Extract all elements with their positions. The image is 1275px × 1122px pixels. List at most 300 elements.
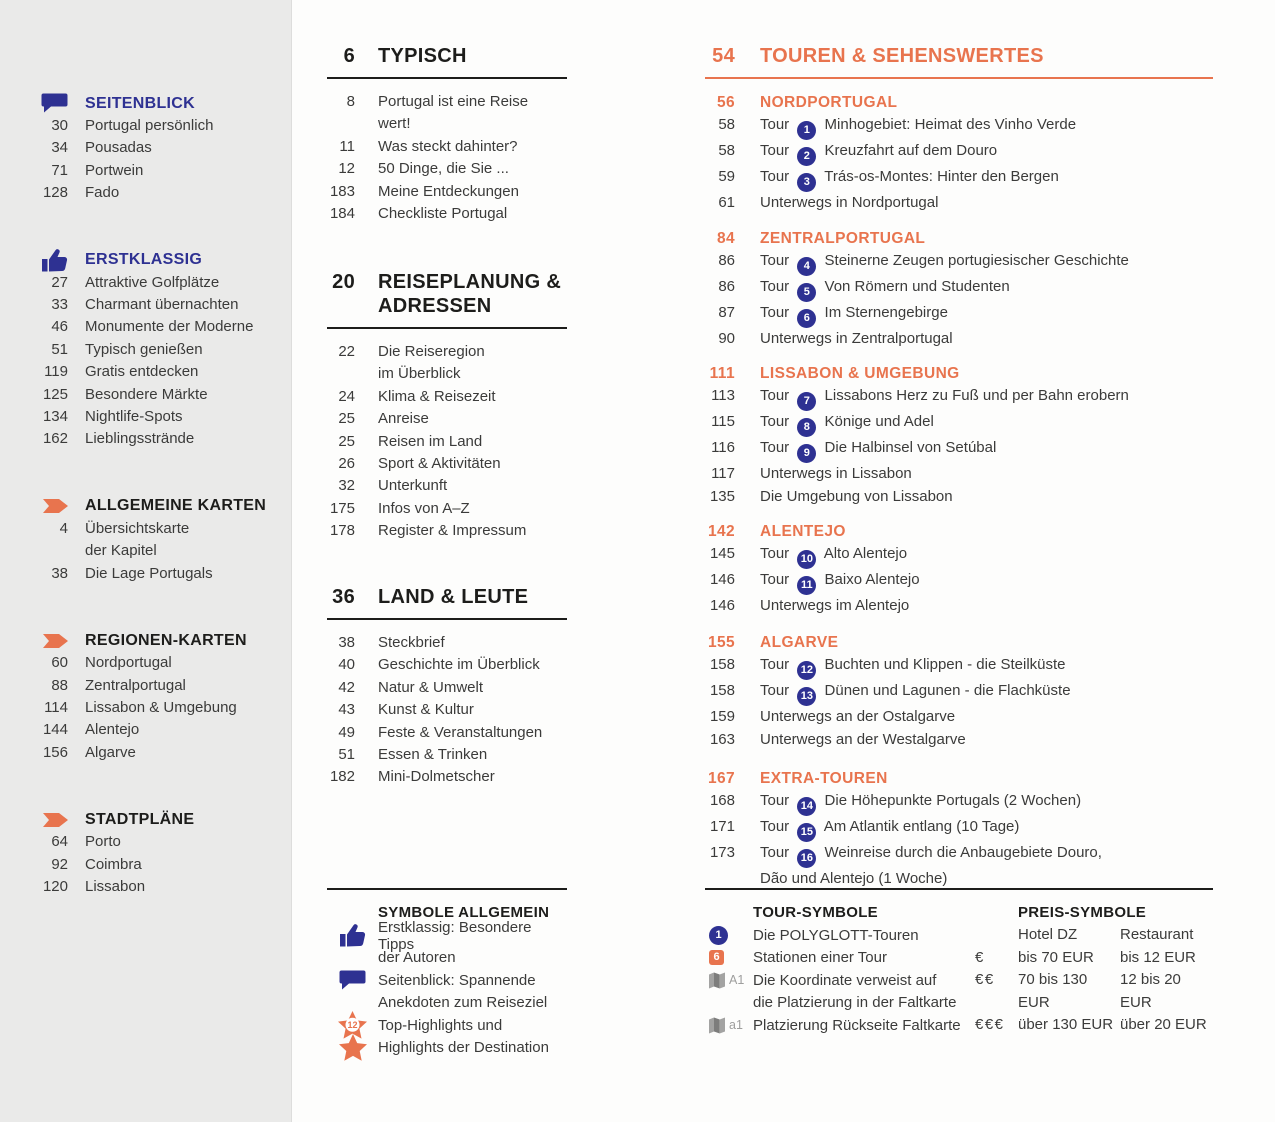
toc-entry — [327, 654, 567, 676]
page-number: 158 — [709, 656, 735, 674]
toc-entry — [327, 181, 567, 203]
tour-number-badge: 2 — [797, 147, 816, 166]
toc-entry — [0, 742, 291, 764]
entry-label: Pousadas — [85, 139, 152, 157]
toc-entry — [327, 386, 567, 408]
page-number: 22 — [338, 343, 355, 360]
toc-entry: 113 Tour 7 Lissabons Herz zu Fuß und per Bahn erobern — [705, 385, 1213, 411]
section-algarve — [705, 632, 1213, 751]
divider — [327, 618, 567, 620]
page-number: 86 — [718, 252, 735, 270]
entry-label: Klima & Reisezeit — [378, 387, 496, 405]
page-number: 58 — [718, 142, 735, 160]
page-number: 146 — [709, 597, 735, 615]
toc-entry: 58 Tour 2 Kreuzfahrt auf dem Douro — [705, 140, 1213, 166]
page-number: 120 — [42, 877, 68, 895]
page-number: 26 — [338, 455, 355, 473]
toc-entry: 116 Tour 9 Die Halbinsel von Setúbal — [705, 437, 1213, 463]
toc-entry — [705, 595, 1213, 617]
divider — [327, 327, 567, 329]
tour-number-badge: 7 — [797, 392, 816, 411]
entry-label: Algarve — [85, 743, 136, 761]
toc-entry — [0, 137, 291, 159]
toc-entry — [327, 677, 567, 699]
page-number: 33 — [51, 296, 68, 314]
toc-entry — [0, 384, 291, 406]
entry-label: Am Atlantik entlang (10 Tage) — [823, 818, 1020, 836]
sidebar-section-seitenblick — [0, 92, 291, 205]
legend-header-row — [963, 924, 1213, 946]
legend-title: PREIS-SYMBOLE — [1018, 904, 1147, 921]
toc-entry — [705, 486, 1213, 508]
chapter-title: LAND & LEUTE — [378, 586, 529, 608]
section-header — [705, 521, 1213, 543]
legend-row — [963, 969, 1213, 1014]
page-number: 171 — [709, 818, 735, 836]
section-title: ALENTEJO — [760, 523, 846, 540]
section-title: REGIONEN-KARTEN — [85, 631, 247, 649]
section-header — [705, 92, 1213, 114]
page-number: 134 — [42, 408, 68, 426]
toc-entry — [327, 475, 567, 497]
star-icon — [327, 1034, 378, 1061]
arrow-icon — [0, 633, 68, 649]
chapter-page-number: 20 — [332, 271, 355, 293]
toc-entry — [0, 272, 291, 294]
chapter-page-number: 6 — [343, 45, 355, 67]
entry-label: Porto — [85, 833, 121, 851]
chapter-reiseplanung — [327, 270, 567, 543]
station-badge: 6 — [709, 950, 724, 965]
entry-label: Die Lage Portugals — [85, 564, 213, 582]
entry-label: Essen & Trinken — [378, 746, 488, 764]
toc-entry — [0, 294, 291, 316]
chapter-title: REISEPLANUNG & ADRESSEN — [378, 271, 562, 317]
page-number: 88 — [51, 676, 68, 694]
entry-label: Die Umgebung von Lissabon — [760, 487, 953, 505]
entry-label: Unterwegs in Zentralportugal — [760, 330, 953, 348]
page-number: 128 — [42, 184, 68, 202]
legend-title: TOUR-SYMBOLE — [753, 904, 878, 921]
hotel-price: über 130 EUR — [1018, 1016, 1114, 1034]
page-number: 92 — [51, 855, 68, 873]
entry-label: Die Reiseregion — [378, 343, 485, 360]
chapter-land-leute — [327, 585, 567, 789]
page-number: 175 — [329, 499, 355, 517]
page-number: 84 — [716, 230, 735, 247]
symbols-legend — [327, 888, 567, 1059]
toc-entry: 168 Tour 14 Die Höhepunkte Portugals (2 Wochen) — [705, 790, 1213, 816]
entry-label: Steinerne Zeugen portugiesischer Geschichte — [824, 252, 1129, 270]
tour-number-badge: 15 — [797, 823, 816, 842]
restaurant-price: bis 12 EUR — [1120, 948, 1196, 966]
page-number: 125 — [42, 385, 68, 403]
toc-entry — [327, 431, 567, 453]
toc-entry — [327, 453, 567, 475]
entry-label: Geschichte im Überblick — [378, 656, 540, 674]
page-number: 173 — [709, 844, 735, 862]
page-number: 51 — [51, 340, 68, 358]
entry-label: Portwein — [85, 161, 144, 179]
sidebar-section-erstklassig — [0, 249, 291, 451]
entry-label: Könige und Adel — [824, 413, 934, 431]
page-number: 40 — [338, 656, 355, 674]
toc-entry: 58 Tour 1 Minhogebiet: Heimat des Vinho Verde — [705, 114, 1213, 140]
tour-number-badge: 8 — [797, 418, 816, 437]
toc-entry — [327, 498, 567, 520]
entry-label: Unterwegs an der Westalgarve — [760, 730, 966, 748]
section-title: SEITENBLICK — [85, 94, 195, 112]
toc-entry — [327, 203, 567, 225]
section-nordportugal — [705, 92, 1213, 215]
page-number: 182 — [329, 768, 355, 786]
tour-number-badge: 1 — [709, 926, 728, 945]
entry-label: Anreise — [378, 410, 429, 428]
page-number: 38 — [51, 564, 68, 582]
chapter-typisch — [327, 44, 567, 225]
entry-label: Lieblingsstrände — [85, 430, 195, 448]
entry-label: Alto Alentejo — [823, 545, 908, 563]
section-header — [0, 629, 291, 652]
entry-label: Portugal ist eine Reise — [378, 93, 529, 110]
page-number: 168 — [709, 792, 735, 810]
entry-label: Infos von A–Z — [378, 499, 470, 517]
page-number: 158 — [709, 682, 735, 700]
restaurant-price: 12 bis 20 EUR — [1120, 971, 1181, 1011]
entry-label: Trás-os-Montes: Hinter den Bergen — [824, 168, 1059, 186]
entry-label: Was steckt dahinter? — [378, 137, 518, 155]
page-number: 163 — [709, 730, 735, 748]
toc-entry: 158 Tour 12 Buchten und Klippen - die Steilküste — [705, 654, 1213, 680]
legend-text: Seitenblick: Spannende — [378, 971, 536, 989]
page-number: 145 — [709, 545, 735, 563]
legend-text: Highlights der Destination — [378, 1039, 549, 1057]
toc-entry — [0, 518, 291, 540]
page-number: 144 — [42, 721, 68, 739]
page-number: 27 — [51, 273, 68, 291]
section-title: ALGARVE — [760, 634, 839, 651]
tour-number-badge: 3 — [797, 173, 816, 192]
toc-entry — [705, 729, 1213, 751]
toc-entry — [0, 428, 291, 450]
entry-label: Reisen im Land — [378, 432, 483, 450]
section-header — [705, 632, 1213, 654]
entry-label: Portugal persönlich — [85, 117, 214, 134]
section-extra-touren — [705, 768, 1213, 891]
page-number: 111 — [709, 365, 735, 382]
toc-entry: 86 Tour 4 Steinerne Zeugen portugiesischer Geschichte — [705, 250, 1213, 276]
chapter-title: TOUREN & SEHENSWERTES — [760, 45, 1044, 67]
section-title: LISSABON & UMGEBUNG — [760, 365, 960, 382]
entry-label: Fado — [85, 184, 120, 202]
legend-title: SYMBOLE ALLGEMEIN — [378, 904, 550, 921]
entry-label: Unterwegs in Lissabon — [760, 465, 912, 483]
toc-entry — [327, 699, 567, 721]
legend-row — [327, 918, 567, 953]
chapter-header — [327, 585, 567, 609]
toc-entry — [0, 339, 291, 361]
toc-entry — [705, 463, 1213, 485]
toc-entry — [0, 160, 291, 182]
section-lissabon — [705, 363, 1213, 508]
toc-entry: 115 Tour 8 Könige und Adel — [705, 411, 1213, 437]
entry-label: Coimbra — [85, 855, 142, 873]
section-zentralportugal — [705, 228, 1213, 351]
entry-label: Im Sternengebirge — [824, 304, 948, 322]
entry-label: Alentejo — [85, 721, 140, 739]
toc-entry — [327, 632, 567, 654]
entry-label: Lissabons Herz zu Fuß und per Bahn erobern — [824, 387, 1129, 405]
map-coordinate: A1 — [729, 973, 745, 988]
page-number: 46 — [51, 318, 68, 336]
entry-label: Die Halbinsel von Setúbal — [824, 439, 997, 457]
entry-label: Monumente der Moderne — [85, 318, 254, 336]
toc-entry — [327, 136, 567, 158]
restaurant-price: über 20 EUR — [1120, 1016, 1207, 1034]
legend-text: Erstklassig: Besondere Tipps — [378, 918, 532, 953]
entry-label: Feste & Veranstaltungen — [378, 723, 543, 741]
legend-row — [327, 1036, 567, 1058]
page-number: 146 — [709, 571, 735, 589]
toc-entry — [0, 115, 291, 137]
page-number: 159 — [709, 708, 735, 726]
tour-number-badge: 14 — [797, 797, 816, 816]
entry-label: Lissabon & Umgebung — [85, 698, 237, 716]
entry-label-line2: der Kapitel — [85, 542, 157, 560]
chapter-page-number: 36 — [332, 586, 355, 608]
entry-label: 50 Dinge, die Sie ... — [378, 160, 509, 178]
page-number: 178 — [329, 522, 355, 540]
map-coordinate: a1 — [729, 1018, 743, 1033]
legend-row — [327, 969, 567, 991]
toc-entry: 173 Tour 16 Weinreise durch die Anbaugebiete Douro, — [705, 842, 1213, 868]
star-badge-number: 12 — [347, 1020, 358, 1031]
toc-entry — [705, 192, 1213, 214]
toc-entry — [327, 520, 567, 542]
legend-text: Die POLYGLOTT-Touren — [753, 927, 919, 945]
toc-entry: 86 Tour 5 Von Römern und Studenten — [705, 276, 1213, 302]
page-number: 86 — [718, 278, 735, 296]
entry-label: Die Höhepunkte Portugals (2 Wochen) — [824, 792, 1082, 810]
page-number: 142 — [707, 523, 735, 540]
toc-entry — [0, 697, 291, 719]
column-header-hotel: Hotel DZ — [1018, 926, 1078, 944]
legend-text: Stationen einer Tour — [753, 949, 887, 967]
legend-row — [963, 947, 1213, 969]
toc-entry: 145 Tour 10 Alto Alentejo — [705, 543, 1213, 569]
page-number: 116 — [711, 439, 735, 457]
page-number: 34 — [51, 139, 68, 157]
page-number: 58 — [718, 116, 735, 134]
page-number: 167 — [707, 770, 735, 787]
tour-number-badge: 6 — [797, 309, 816, 328]
toc-entry — [0, 854, 291, 876]
hotel-price: bis 70 EUR — [1018, 948, 1094, 966]
page-number: 24 — [338, 387, 355, 405]
section-title: ZENTRALPORTUGAL — [760, 230, 926, 247]
chapter-title: TYPISCH — [378, 45, 467, 67]
section-title: STADTPLÄNE — [85, 810, 195, 828]
toc-entry: 146 Tour 11 Baixo Alentejo — [705, 569, 1213, 595]
entry-label: Attraktive Golfplätze — [85, 273, 220, 291]
entry-label: Natur & Umwelt — [378, 678, 484, 696]
legend-text: Top-Highlights und — [378, 1016, 503, 1034]
entry-label: Besondere Märkte — [85, 385, 208, 403]
chapter-page-number: 54 — [712, 45, 735, 67]
tour-number-badge: 9 — [797, 444, 816, 463]
toc-entry: 158 Tour 13 Dünen und Lagunen - die Flachküste — [705, 680, 1213, 706]
page-number: 49 — [338, 723, 355, 741]
hotel-price: 70 bis 130 EUR — [1018, 971, 1088, 1011]
toc-entry — [705, 706, 1213, 728]
tour-number-badge: 12 — [797, 661, 816, 680]
section-title: ALLGEMEINE KARTEN — [85, 497, 267, 515]
entry-label-line2: wert! — [378, 115, 411, 133]
entry-label: Weinreise durch die Anbaugebiete Douro, — [824, 844, 1102, 862]
section-header — [705, 228, 1213, 250]
page-number: 162 — [42, 430, 68, 448]
toc-entry: 171 Tour 15 Am Atlantik entlang (10 Tage) — [705, 816, 1213, 842]
section-title: EXTRA-TOUREN — [760, 770, 888, 787]
entry-label: Mini-Dolmetscher — [378, 768, 495, 786]
entry-label: Von Römern und Studenten — [824, 278, 1010, 296]
toc-entry: 59 Tour 3 Trás-os-Montes: Hinter den Bergen — [705, 166, 1213, 192]
section-header — [0, 249, 291, 272]
toc-entry — [0, 652, 291, 674]
toc-entry — [0, 361, 291, 383]
entry-label: Übersichtskarte — [85, 519, 190, 537]
toc-entry — [0, 182, 291, 204]
entry-label: Unterwegs im Alentejo — [760, 597, 910, 615]
chapter-header — [327, 44, 567, 68]
toc-entry — [327, 722, 567, 744]
legend-text: Die Koordinate verweist auf — [753, 971, 937, 989]
page-number: 11 — [339, 137, 355, 155]
entry-label: Meine Entdeckungen — [378, 182, 519, 200]
euro-symbol: €€ — [975, 971, 995, 989]
entry-label: Gratis entdecken — [85, 363, 199, 381]
page-number: 61 — [718, 194, 735, 212]
chapter-header — [705, 44, 1213, 68]
page-number: 64 — [51, 833, 68, 851]
toc-entry — [0, 675, 291, 697]
map-icon — [709, 972, 725, 989]
sidebar-section-stadtplaene — [0, 808, 291, 898]
tour-number-badge: 10 — [797, 550, 816, 569]
legend-row — [327, 1014, 567, 1036]
divider — [327, 77, 567, 79]
entry-label: Nightlife-Spots — [85, 408, 183, 426]
page-number: 90 — [718, 330, 735, 348]
euro-symbol: € — [975, 948, 985, 966]
column-header-restaurant: Restaurant — [1120, 926, 1194, 944]
page-number: 59 — [718, 168, 735, 186]
toc-entry — [0, 406, 291, 428]
chapter-touren — [705, 44, 1213, 91]
entry-label: Unterkunft — [378, 477, 448, 495]
entry-label: Lissabon — [85, 877, 146, 895]
sidebar-section-allgemeine-karten — [0, 495, 291, 585]
thumbs-up-icon — [327, 924, 378, 947]
tour-number-badge: 11 — [797, 576, 816, 595]
entry-label: Unterwegs an der Ostalgarve — [760, 708, 956, 726]
legend-text-line2: die Platzierung in der Faltkarte — [753, 993, 957, 1011]
entry-label: Minhogebiet: Heimat des Vinho Verde — [824, 116, 1077, 134]
euro-symbol: €€€ — [975, 1016, 1005, 1034]
tour-number-badge: 5 — [797, 283, 816, 302]
thumbs-up-icon — [0, 249, 68, 272]
page-number: 8 — [346, 93, 355, 110]
page-number: 155 — [707, 634, 735, 651]
legend-row — [963, 1014, 1213, 1036]
entry-label: Nordportugal — [85, 654, 172, 672]
entry-label: Unterwegs in Nordportugal — [760, 194, 939, 212]
tour-number-badge: 1 — [797, 121, 816, 140]
entry-label: Kunst & Kultur — [378, 701, 474, 719]
tour-number-badge: 16 — [797, 849, 816, 868]
entry-label-line2: Dão und Alentejo (1 Woche) — [760, 870, 948, 888]
entry-label: Sport & Aktivitäten — [378, 455, 501, 473]
page-number: 32 — [338, 477, 355, 495]
speech-bubble-icon — [0, 93, 68, 114]
section-header — [0, 495, 291, 518]
page-number: 4 — [59, 519, 68, 537]
entry-label: Baixo Alentejo — [824, 571, 920, 589]
toc-entry — [0, 719, 291, 741]
sidebar — [0, 0, 292, 1122]
page-number: 113 — [711, 387, 735, 405]
toc-entry — [0, 316, 291, 338]
divider — [705, 888, 1213, 890]
tour-number-badge: 4 — [797, 257, 816, 276]
toc-entry — [327, 158, 567, 180]
section-header — [705, 768, 1213, 790]
toc-entry — [0, 876, 291, 898]
page-number: 117 — [711, 465, 735, 483]
section-alentejo — [705, 521, 1213, 618]
section-header — [705, 363, 1213, 385]
legend-text-line2: der Autoren — [378, 948, 456, 966]
entry-label: Zentralportugal — [85, 676, 186, 694]
page-number: 60 — [51, 654, 68, 672]
page-number: 71 — [51, 161, 68, 179]
toc-entry — [0, 563, 291, 585]
page-number: 12 — [338, 160, 355, 178]
price-symbols-legend — [963, 902, 1213, 1036]
chapter-header — [327, 270, 567, 318]
toc-entry — [327, 91, 567, 113]
entry-label: Buchten und Klippen - die Steilküste — [824, 656, 1066, 674]
page-number: 56 — [716, 94, 735, 111]
section-title: ERSTKLASSIG — [85, 251, 203, 269]
arrow-icon — [0, 812, 68, 828]
entry-label: Steckbrief — [378, 634, 445, 651]
page-number: 43 — [338, 701, 355, 719]
page-number: 30 — [51, 117, 68, 134]
page-number: 51 — [338, 746, 355, 764]
toc-entry — [327, 408, 567, 430]
page-number: 183 — [329, 182, 355, 200]
page-number: 184 — [329, 205, 355, 223]
entry-label: Charmant übernachten — [85, 296, 239, 314]
section-header — [0, 808, 291, 831]
page-number: 87 — [718, 304, 735, 322]
entry-label: Dünen und Lagunen - die Flachküste — [824, 682, 1071, 700]
entry-label: Typisch genießen — [85, 340, 203, 358]
sidebar-section-regionen-karten — [0, 629, 291, 764]
page-number: 25 — [338, 410, 355, 428]
toc-entry — [327, 341, 567, 363]
